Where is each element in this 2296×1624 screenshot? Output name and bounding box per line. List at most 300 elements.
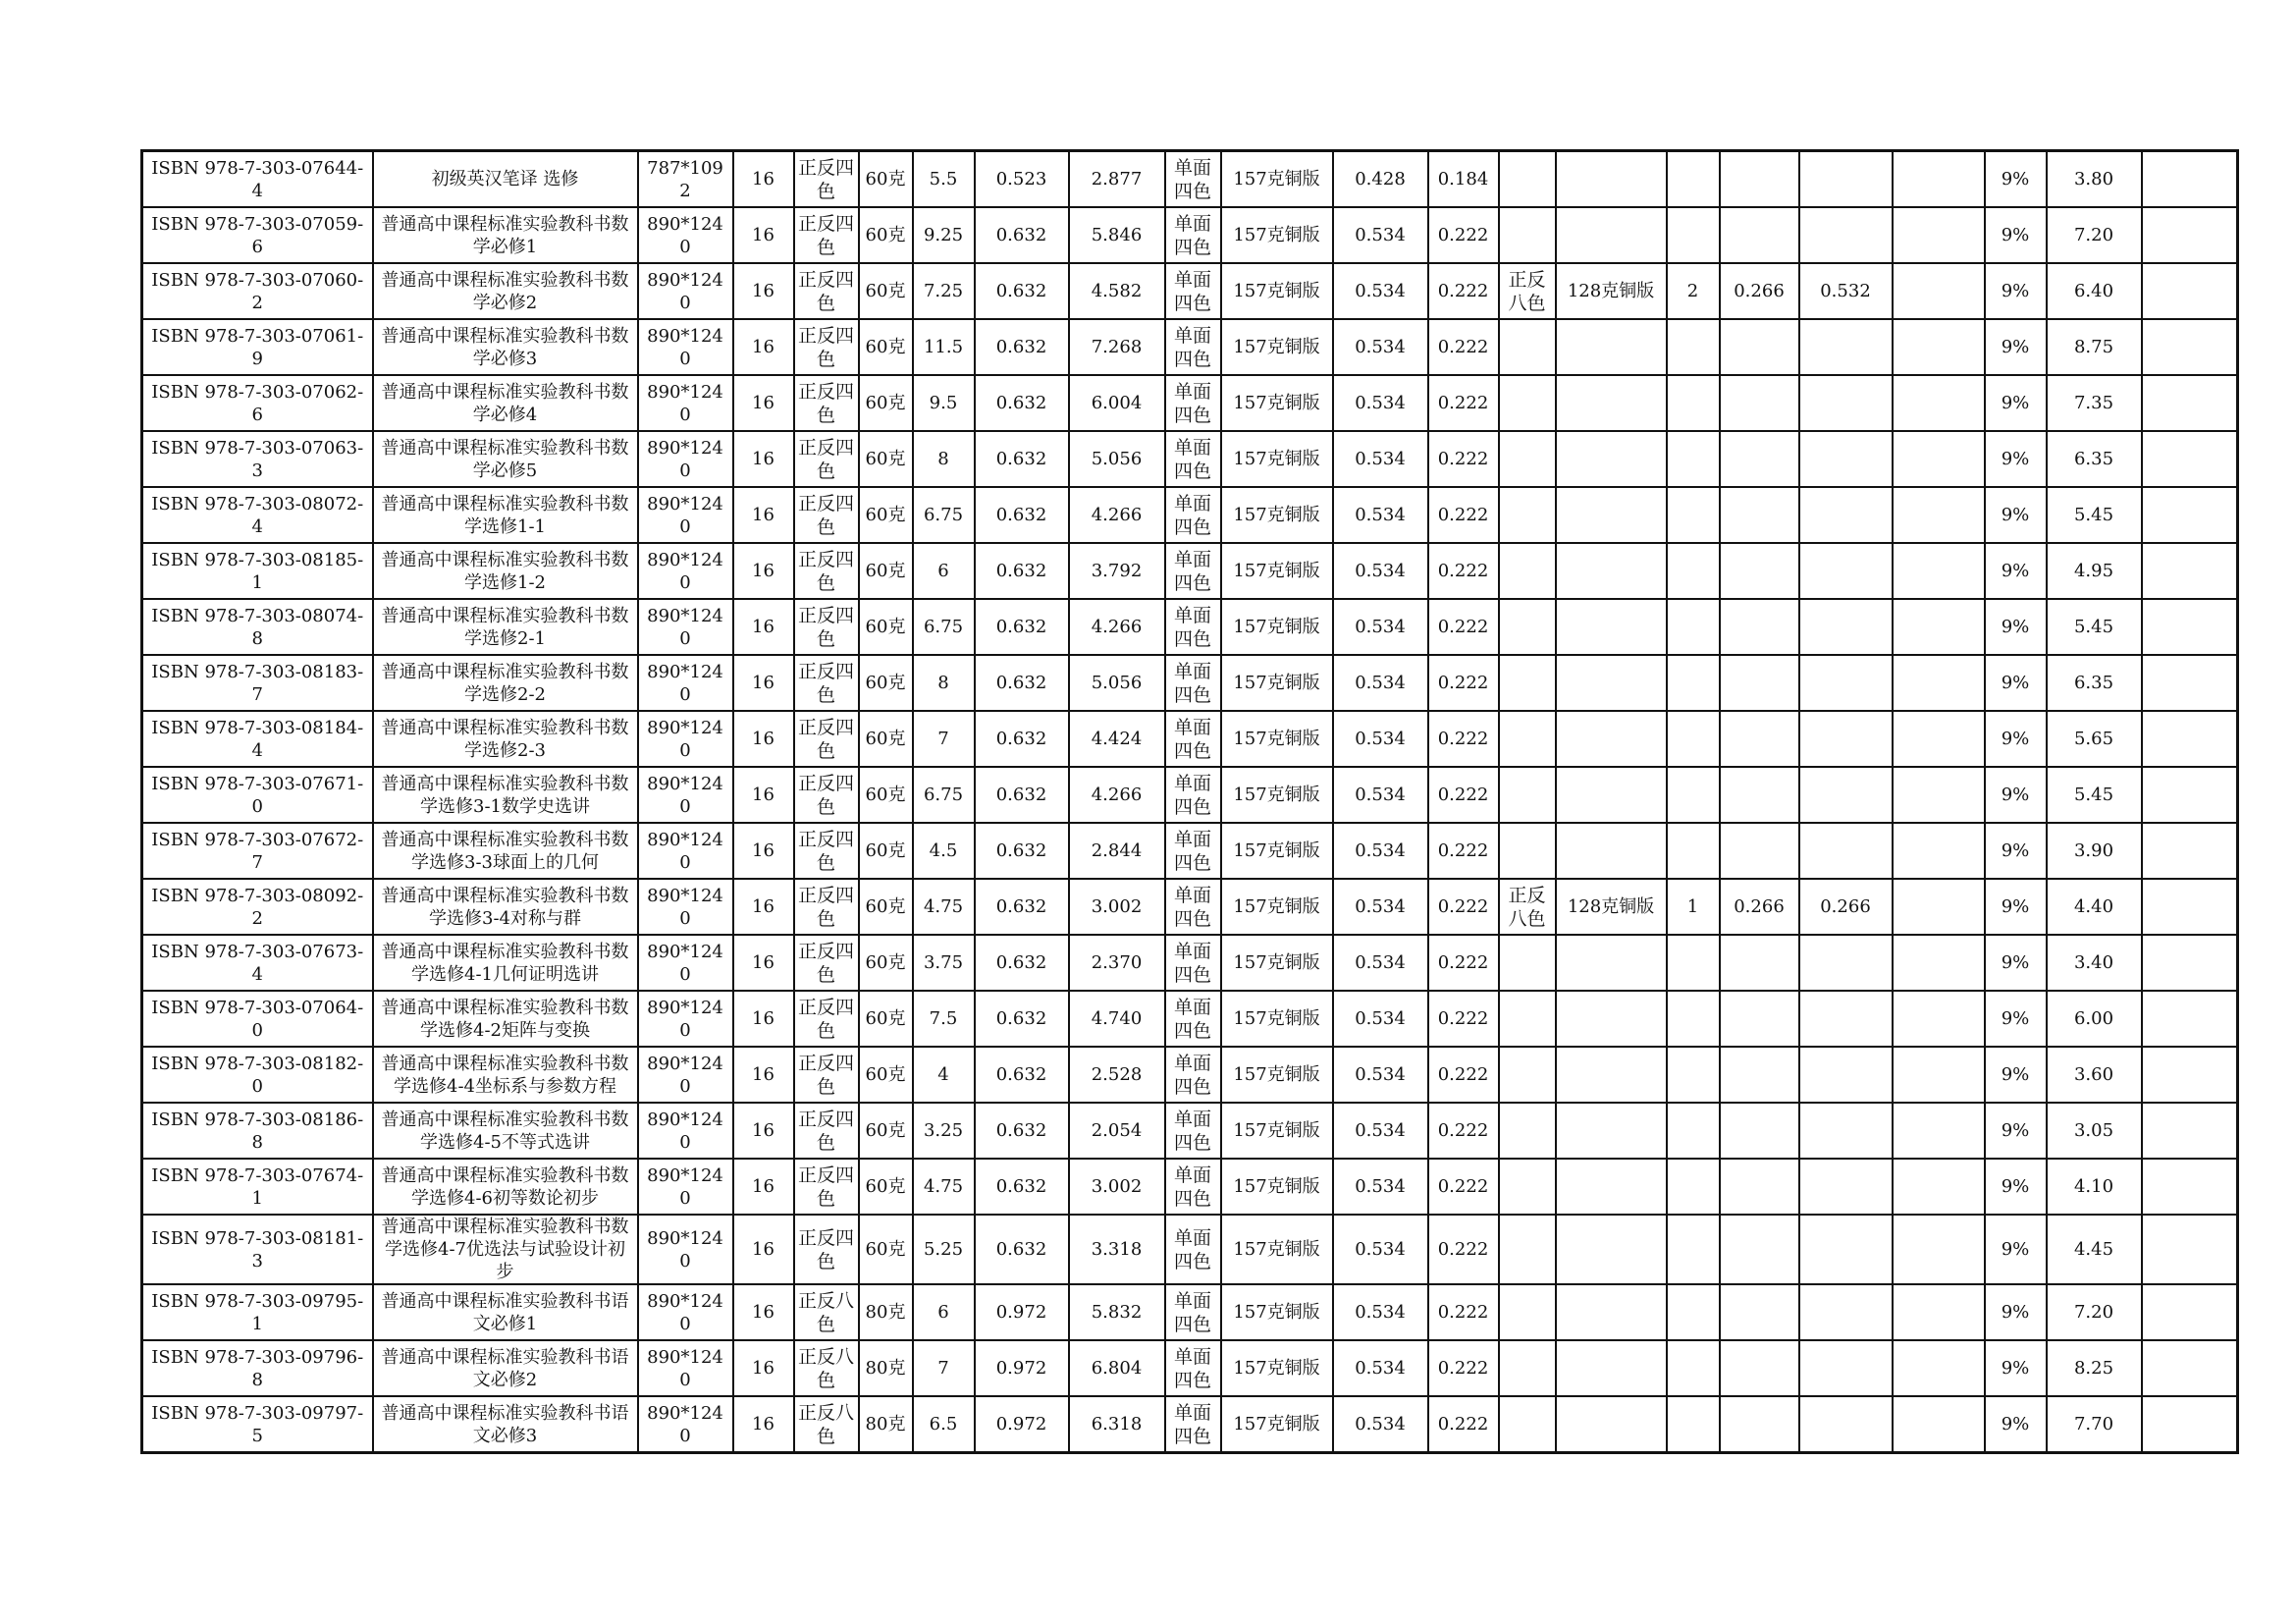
table-cell [1667, 1047, 1720, 1103]
table-cell: 0.184 [1428, 151, 1499, 208]
table-cell: 60克 [859, 991, 913, 1047]
table-cell [1499, 823, 1556, 879]
table-cell [1499, 599, 1556, 655]
table-cell: 16 [733, 319, 794, 375]
table-cell: 6.35 [2047, 431, 2142, 487]
table-cell [1667, 1340, 1720, 1396]
table-cell: 9.25 [913, 207, 975, 263]
table-cell: 单面四色 [1165, 375, 1221, 431]
table-cell: 0.222 [1428, 1047, 1499, 1103]
table-cell: 6.318 [1069, 1396, 1165, 1453]
table-cell: 9% [1985, 431, 2047, 487]
table-cell: 157克铜版 [1221, 263, 1333, 319]
table-cell [1720, 823, 1799, 879]
table-cell [1667, 711, 1720, 767]
table-cell: 0.222 [1428, 1103, 1499, 1159]
table-cell: 80克 [859, 1396, 913, 1453]
table-cell [2142, 207, 2238, 263]
table-cell: 16 [733, 487, 794, 543]
table-cell [1499, 543, 1556, 599]
table-cell: 0.266 [1799, 879, 1893, 935]
table-cell [1720, 151, 1799, 208]
table-cell [1556, 935, 1667, 991]
table-cell: 8.75 [2047, 319, 2142, 375]
table-row [142, 1159, 2238, 1215]
table-cell: 157克铜版 [1221, 1340, 1333, 1396]
table-cell: ISBN 978-7-303-09795-1 [142, 1284, 373, 1340]
table-body [142, 151, 2238, 1453]
table-cell: 0.632 [975, 711, 1069, 767]
table-cell: 890*1240 [638, 543, 733, 599]
table-cell: 5.5 [913, 151, 975, 208]
table-cell: 0.222 [1428, 711, 1499, 767]
table-cell: 8.25 [2047, 1340, 2142, 1396]
table-cell [1799, 375, 1893, 431]
table-cell [1499, 1215, 1556, 1284]
table-cell: 60克 [859, 151, 913, 208]
table-cell [1799, 319, 1893, 375]
table-cell [1667, 767, 1720, 823]
table-cell: 9.5 [913, 375, 975, 431]
table-cell [1556, 599, 1667, 655]
table-cell: 正反四色 [794, 599, 859, 655]
table-cell: 3.80 [2047, 151, 2142, 208]
table-cell: 0.222 [1428, 1159, 1499, 1215]
table-cell [1893, 1215, 1985, 1284]
table-cell: 60克 [859, 655, 913, 711]
table-cell: 普通高中课程标准实验教科书数学必修4 [373, 375, 638, 431]
table-cell: 单面四色 [1165, 1047, 1221, 1103]
table-cell: 60克 [859, 487, 913, 543]
table-cell: 普通高中课程标准实验教科书数学选修4-6初等数论初步 [373, 1159, 638, 1215]
table-cell [1799, 655, 1893, 711]
table-cell: 正反四色 [794, 655, 859, 711]
table-cell [1720, 991, 1799, 1047]
table-cell: 单面四色 [1165, 319, 1221, 375]
table-cell: 2.877 [1069, 151, 1165, 208]
table-cell: 正反四色 [794, 207, 859, 263]
table-cell: 157克铜版 [1221, 935, 1333, 991]
table-cell [1556, 1340, 1667, 1396]
table-cell: 3.318 [1069, 1215, 1165, 1284]
table-row [142, 655, 2238, 711]
table-cell [1556, 1103, 1667, 1159]
table-cell: 7.268 [1069, 319, 1165, 375]
table-cell: 60克 [859, 1103, 913, 1159]
table-cell [1893, 1159, 1985, 1215]
table-cell: 890*1240 [638, 1284, 733, 1340]
table-cell: 单面四色 [1165, 935, 1221, 991]
table-cell: 初级英汉笔译 选修 [373, 151, 638, 208]
table-cell [1720, 1159, 1799, 1215]
table-cell: 普通高中课程标准实验教科书语文必修2 [373, 1340, 638, 1396]
table-cell [1799, 767, 1893, 823]
table-cell [1667, 1284, 1720, 1340]
table-cell: 7.25 [913, 263, 975, 319]
table-cell: 正反四色 [794, 263, 859, 319]
table-cell: 3.60 [2047, 1047, 2142, 1103]
table-cell [1893, 1284, 1985, 1340]
table-cell: 普通高中课程标准实验教科书数学选修3-4对称与群 [373, 879, 638, 935]
table-cell [2142, 1047, 2238, 1103]
table-cell [1556, 319, 1667, 375]
table-cell [1799, 487, 1893, 543]
table-cell: 0.266 [1720, 879, 1799, 935]
table-cell: 5.846 [1069, 207, 1165, 263]
table-cell: 0.222 [1428, 375, 1499, 431]
table-cell: 普通高中课程标准实验教科书语文必修3 [373, 1396, 638, 1453]
table-cell [1556, 207, 1667, 263]
table-cell: 0.222 [1428, 655, 1499, 711]
table-cell: 60克 [859, 319, 913, 375]
table-cell: 16 [733, 1284, 794, 1340]
table-cell: 正反四色 [794, 1215, 859, 1284]
table-cell: 128克铜版 [1556, 879, 1667, 935]
table-cell [2142, 1284, 2238, 1340]
table-cell: 1 [1667, 879, 1720, 935]
table-cell [1499, 1159, 1556, 1215]
table-cell: 9% [1985, 655, 2047, 711]
table-cell: 7.35 [2047, 375, 2142, 431]
table-cell: 2.528 [1069, 1047, 1165, 1103]
table-cell: ISBN 978-7-303-07060-2 [142, 263, 373, 319]
table-cell: ISBN 978-7-303-08182-0 [142, 1047, 373, 1103]
table-cell [1499, 1103, 1556, 1159]
table-cell: 157克铜版 [1221, 823, 1333, 879]
table-cell: 157克铜版 [1221, 207, 1333, 263]
table-row [142, 879, 2238, 935]
table-cell: 正反四色 [794, 823, 859, 879]
table-cell [1556, 823, 1667, 879]
table-cell: 7.20 [2047, 1284, 2142, 1340]
table-cell: 3.90 [2047, 823, 2142, 879]
table-cell: 正反四色 [794, 431, 859, 487]
table-cell: 0.534 [1333, 375, 1428, 431]
table-cell: 单面四色 [1165, 263, 1221, 319]
table-cell: 60克 [859, 599, 913, 655]
table-cell: 单面四色 [1165, 711, 1221, 767]
table-cell: ISBN 978-7-303-08185-1 [142, 543, 373, 599]
table-cell: 157克铜版 [1221, 767, 1333, 823]
table-cell [1720, 935, 1799, 991]
table-cell: 0.632 [975, 655, 1069, 711]
table-cell: 16 [733, 991, 794, 1047]
table-cell: 9% [1985, 319, 2047, 375]
table-cell [1499, 487, 1556, 543]
table-cell: 0.534 [1333, 1284, 1428, 1340]
table-cell: 6.35 [2047, 655, 2142, 711]
table-cell: 普通高中课程标准实验教科书数学必修2 [373, 263, 638, 319]
table-cell [1667, 1396, 1720, 1453]
table-cell: 9% [1985, 991, 2047, 1047]
table-cell: 16 [733, 1215, 794, 1284]
table-cell [2142, 543, 2238, 599]
table-cell [1667, 1103, 1720, 1159]
table-cell [2142, 1215, 2238, 1284]
table-cell [1799, 1284, 1893, 1340]
table-cell: 单面四色 [1165, 207, 1221, 263]
table-cell: 4.740 [1069, 991, 1165, 1047]
table-cell: 890*1240 [638, 375, 733, 431]
table-cell: 0.222 [1428, 487, 1499, 543]
table-cell: 7.20 [2047, 207, 2142, 263]
table-cell: 0.632 [975, 543, 1069, 599]
table-cell: 890*1240 [638, 879, 733, 935]
table-cell [1720, 487, 1799, 543]
table-cell: 4.75 [913, 879, 975, 935]
table-cell: 0.534 [1333, 879, 1428, 935]
table-cell: 890*1240 [638, 767, 733, 823]
table-cell: 5.65 [2047, 711, 2142, 767]
table-row [142, 935, 2238, 991]
table-cell: 5.056 [1069, 655, 1165, 711]
table-cell: 单面四色 [1165, 1215, 1221, 1284]
table-cell [1893, 767, 1985, 823]
table-cell [1799, 151, 1893, 208]
table-cell: 正反四色 [794, 543, 859, 599]
table-cell [1893, 991, 1985, 1047]
table-cell: 单面四色 [1165, 991, 1221, 1047]
table-cell [1893, 487, 1985, 543]
table-cell: 157克铜版 [1221, 1396, 1333, 1453]
table-cell: 5.45 [2047, 767, 2142, 823]
table-cell: 正反四色 [794, 935, 859, 991]
table-cell: 普通高中课程标准实验教科书数学必修3 [373, 319, 638, 375]
table-cell: 890*1240 [638, 1215, 733, 1284]
table-cell [2142, 375, 2238, 431]
table-cell: 0.222 [1428, 935, 1499, 991]
table-cell [1556, 487, 1667, 543]
table-cell [2142, 1159, 2238, 1215]
table-cell [1556, 1215, 1667, 1284]
table-cell [1720, 431, 1799, 487]
table-row [142, 1340, 2238, 1396]
table-cell [1556, 1396, 1667, 1453]
table-cell [1799, 711, 1893, 767]
table-cell [2142, 431, 2238, 487]
table-cell: 2.054 [1069, 1103, 1165, 1159]
table-cell: 4 [913, 1047, 975, 1103]
table-cell: ISBN 978-7-303-08072-4 [142, 487, 373, 543]
table-cell [1667, 543, 1720, 599]
table-cell: ISBN 978-7-303-07671-0 [142, 767, 373, 823]
table-cell: 4.582 [1069, 263, 1165, 319]
table-cell [1556, 151, 1667, 208]
table-cell: 16 [733, 1047, 794, 1103]
table-cell: 0.222 [1428, 431, 1499, 487]
table-cell [1720, 1103, 1799, 1159]
table-cell [1720, 1340, 1799, 1396]
table-cell: 3.792 [1069, 543, 1165, 599]
table-cell: 0.534 [1333, 1396, 1428, 1453]
table-cell [1556, 1284, 1667, 1340]
table-cell: 9% [1985, 1215, 2047, 1284]
price-table-page [140, 149, 2148, 1454]
table-cell: 7 [913, 711, 975, 767]
table-cell: ISBN 978-7-303-07673-4 [142, 935, 373, 991]
table-cell [1499, 151, 1556, 208]
table-cell [1499, 711, 1556, 767]
table-cell: 890*1240 [638, 1103, 733, 1159]
table-cell: 157克铜版 [1221, 375, 1333, 431]
table-cell [1799, 991, 1893, 1047]
table-row [142, 543, 2238, 599]
table-cell [1499, 207, 1556, 263]
table-cell: 6.804 [1069, 1340, 1165, 1396]
table-cell: 0.632 [975, 1047, 1069, 1103]
table-cell [1720, 655, 1799, 711]
table-cell: 890*1240 [638, 991, 733, 1047]
table-cell: 9% [1985, 599, 2047, 655]
table-cell [2142, 599, 2238, 655]
table-cell: 890*1240 [638, 655, 733, 711]
table-cell: 157克铜版 [1221, 599, 1333, 655]
table-cell: ISBN 978-7-303-08181-3 [142, 1215, 373, 1284]
table-cell: 0.534 [1333, 991, 1428, 1047]
table-cell: 正反四色 [794, 151, 859, 208]
table-cell: 9% [1985, 1284, 2047, 1340]
table-cell: 0.222 [1428, 1215, 1499, 1284]
table-cell: 0.632 [975, 1159, 1069, 1215]
table-cell: 787*1092 [638, 151, 733, 208]
table-row [142, 1047, 2238, 1103]
table-cell: 正反八色 [1499, 263, 1556, 319]
table-cell: 9% [1985, 207, 2047, 263]
table-cell: ISBN 978-7-303-09797-5 [142, 1396, 373, 1453]
table-cell: 157克铜版 [1221, 319, 1333, 375]
table-cell [1667, 935, 1720, 991]
table-cell: 5.832 [1069, 1284, 1165, 1340]
table-cell [1893, 599, 1985, 655]
table-cell: ISBN 978-7-303-08186-8 [142, 1103, 373, 1159]
table-cell [2142, 879, 2238, 935]
table-cell: 9% [1985, 711, 2047, 767]
table-cell: 0.632 [975, 935, 1069, 991]
table-cell: 普通高中课程标准实验教科书数学选修3-3球面上的几何 [373, 823, 638, 879]
table-cell: 0.222 [1428, 543, 1499, 599]
table-cell: 4.266 [1069, 487, 1165, 543]
table-cell: 0.222 [1428, 1284, 1499, 1340]
table-cell [1799, 599, 1893, 655]
table-cell [2142, 319, 2238, 375]
table-cell: 0.972 [975, 1284, 1069, 1340]
table-cell: 正反八色 [794, 1396, 859, 1453]
table-cell [2142, 1396, 2238, 1453]
table-cell: 0.222 [1428, 1340, 1499, 1396]
table-cell: 0.632 [975, 823, 1069, 879]
table-cell: 0.534 [1333, 599, 1428, 655]
table-cell: 9% [1985, 935, 2047, 991]
table-cell: 60克 [859, 879, 913, 935]
table-cell: 单面四色 [1165, 879, 1221, 935]
table-cell [1667, 151, 1720, 208]
table-cell [1499, 655, 1556, 711]
table-cell: 16 [733, 151, 794, 208]
table-cell [1720, 1284, 1799, 1340]
table-cell [1499, 1340, 1556, 1396]
table-cell: 16 [733, 1103, 794, 1159]
table-cell: 4.266 [1069, 599, 1165, 655]
table-row [142, 319, 2238, 375]
table-cell: 普通高中课程标准实验教科书数学选修4-2矩阵与变换 [373, 991, 638, 1047]
table-cell: 4.10 [2047, 1159, 2142, 1215]
table-cell: 7 [913, 1340, 975, 1396]
table-cell: 60克 [859, 207, 913, 263]
table-cell: 0.632 [975, 599, 1069, 655]
table-cell: 普通高中课程标准实验教科书数学选修4-1几何证明选讲 [373, 935, 638, 991]
table-cell: 0.222 [1428, 767, 1499, 823]
table-cell: 16 [733, 879, 794, 935]
table-cell: 6 [913, 1284, 975, 1340]
table-cell [1556, 431, 1667, 487]
table-cell: 60克 [859, 263, 913, 319]
table-row [142, 375, 2238, 431]
table-cell: 正反四色 [794, 767, 859, 823]
table-cell: ISBN 978-7-303-07674-1 [142, 1159, 373, 1215]
table-cell [1556, 1047, 1667, 1103]
table-cell [1893, 543, 1985, 599]
table-cell [1667, 1159, 1720, 1215]
table-cell: 5.45 [2047, 487, 2142, 543]
table-cell: 157克铜版 [1221, 655, 1333, 711]
table-cell: 正反四色 [794, 991, 859, 1047]
table-cell: 4.40 [2047, 879, 2142, 935]
table-cell: 9% [1985, 543, 2047, 599]
table-cell [1720, 1047, 1799, 1103]
table-cell: 3.40 [2047, 935, 2142, 991]
table-cell: ISBN 978-7-303-08184-4 [142, 711, 373, 767]
table-cell [1667, 823, 1720, 879]
table-row [142, 991, 2238, 1047]
table-cell: 0.222 [1428, 991, 1499, 1047]
table-cell: 157克铜版 [1221, 991, 1333, 1047]
table-cell [1893, 431, 1985, 487]
table-cell: 0.534 [1333, 1340, 1428, 1396]
table-cell: 9% [1985, 823, 2047, 879]
table-cell: 9% [1985, 767, 2047, 823]
table-cell: 16 [733, 207, 794, 263]
table-cell [1799, 823, 1893, 879]
table-cell: 16 [733, 655, 794, 711]
table-cell: 6.5 [913, 1396, 975, 1453]
table-cell: 4.95 [2047, 543, 2142, 599]
table-cell: 0.534 [1333, 543, 1428, 599]
table-cell: 0.534 [1333, 1159, 1428, 1215]
table-cell: 0.632 [975, 1103, 1069, 1159]
table-cell: 0.534 [1333, 319, 1428, 375]
table-cell: 2.844 [1069, 823, 1165, 879]
table-cell: 普通高中课程标准实验教科书数学选修4-7优选法与试验设计初步 [373, 1215, 638, 1284]
table-cell: 0.972 [975, 1396, 1069, 1453]
table-cell: 单面四色 [1165, 543, 1221, 599]
table-cell: 普通高中课程标准实验教科书数学必修1 [373, 207, 638, 263]
table-cell: 单面四色 [1165, 599, 1221, 655]
table-cell [2142, 767, 2238, 823]
table-cell: 157克铜版 [1221, 1047, 1333, 1103]
table-cell: ISBN 978-7-303-07061-9 [142, 319, 373, 375]
table-cell: 0.222 [1428, 207, 1499, 263]
table-cell: ISBN 978-7-303-07064-0 [142, 991, 373, 1047]
table-cell [1667, 319, 1720, 375]
table-cell [1893, 1103, 1985, 1159]
table-cell [1667, 1215, 1720, 1284]
table-row [142, 487, 2238, 543]
table-cell [1893, 319, 1985, 375]
table-cell: 890*1240 [638, 319, 733, 375]
table-cell [1799, 935, 1893, 991]
table-cell: 128克铜版 [1556, 263, 1667, 319]
table-cell: 7.5 [913, 991, 975, 1047]
